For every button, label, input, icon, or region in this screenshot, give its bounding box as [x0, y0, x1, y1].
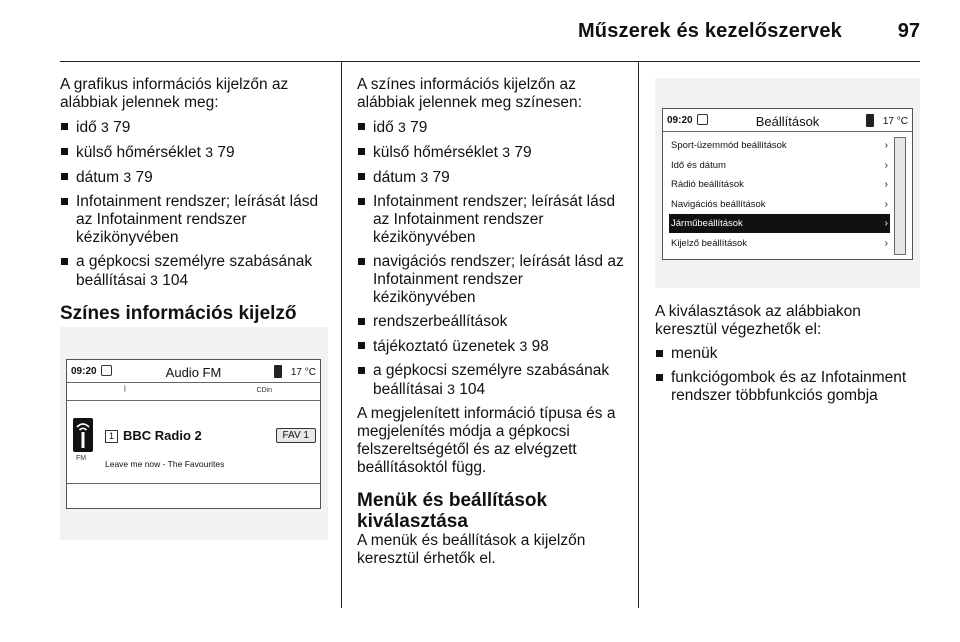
- list-item: [60, 143, 328, 162]
- list-item: [60, 253, 328, 290]
- col3-bullet-list: [655, 345, 923, 405]
- bullet-square-icon: [358, 258, 365, 265]
- display-title: Audio FM: [165, 365, 222, 380]
- list-item: [357, 193, 625, 247]
- audio-display-figure: [60, 327, 328, 540]
- menu-scrollbar[interactable]: [894, 137, 906, 255]
- cdin-label: CDin: [256, 387, 272, 394]
- display-status-bar: [663, 109, 912, 131]
- menu-item[interactable]: [669, 136, 890, 155]
- list-item-text: a gépkocsi személyre szabásának beállításai: [373, 362, 610, 398]
- bullet-square-icon: [61, 148, 68, 155]
- page-reference[interactable]: 104: [162, 272, 189, 289]
- page-reference[interactable]: 79: [410, 119, 428, 136]
- bullet-square-icon: [358, 198, 365, 205]
- column-3: [655, 303, 923, 405]
- list-item-text: Infotainment rendszer; leírását lásd az Infotainment rendszer kézikönyvében: [76, 193, 319, 246]
- list-item-text: rendszerbeállítások: [373, 313, 508, 330]
- col3-intro: A kiválasztások az alábbiakon keresztül végezhetők el:: [655, 303, 861, 338]
- list-item-text: tájékoztató üzenetek: [373, 338, 516, 355]
- chevron-right-icon: ›: [884, 179, 888, 190]
- bluetooth-icon: ᛒ: [123, 386, 128, 393]
- song-info: Leave me now - The Favourites: [105, 459, 225, 469]
- column-divider-2: [638, 62, 639, 608]
- col1-intro: A grafikus információs kijelzőn az alábbiak jelennek meg:: [60, 76, 289, 111]
- display-status-bar: [67, 360, 320, 382]
- menu-item-label: Sport-üzemmód beállítások: [671, 140, 787, 151]
- audio-display-screen: [66, 359, 321, 509]
- header-title: Műszerek és kezelőszervek: [577, 20, 842, 42]
- col2-paragraph-2: A menük és beállítások a kijelzőn keresztül érhetők el.: [357, 532, 586, 567]
- bullet-square-icon: [358, 148, 365, 155]
- display-rule: [663, 131, 912, 132]
- bullet-square-icon: [656, 374, 663, 381]
- list-item-text: funkciógombok és az Infotainment rendszer többfunkciós gombja: [671, 369, 907, 404]
- list-item-text: menük: [671, 345, 718, 362]
- bullet-square-icon: [61, 123, 68, 130]
- page-reference[interactable]: 98: [531, 338, 549, 355]
- menu-item-label: Idő és dátum: [671, 159, 726, 171]
- reference-arrow-icon: 3: [502, 144, 511, 160]
- bullet-square-icon: [358, 318, 365, 325]
- col2-paragraph: A megjelenített információ típusa és a megjelenítés módja a gépkocsi felszereltségétől és az elvégzett beállításoktól függ.: [357, 405, 616, 476]
- list-item-text: dátum: [373, 169, 417, 186]
- column-2: [357, 76, 625, 568]
- display-title: Beállítások: [755, 114, 820, 129]
- reference-arrow-icon: 3: [420, 169, 429, 185]
- page-number: 97: [897, 20, 920, 42]
- list-item-text: idő: [76, 119, 97, 136]
- list-item: [357, 313, 625, 331]
- display-temp: 17 °C: [882, 116, 908, 127]
- page-reference[interactable]: 79: [514, 144, 532, 161]
- station-name: BBC Radio 2: [123, 428, 202, 443]
- header-rule: [60, 61, 920, 62]
- col1-bullet-list: [60, 118, 328, 290]
- list-item-text: navigációs rendszer; leírását lásd az Infotainment rendszer kézikönyvében: [373, 253, 624, 306]
- display-time: 09:20: [667, 115, 693, 126]
- band-label: FM: [76, 455, 87, 462]
- menu-item[interactable]: [669, 195, 890, 214]
- chevron-right-icon: ›: [884, 237, 888, 249]
- settings-display-screen: [662, 108, 913, 260]
- menu-item-label: Kijelző beállítások: [671, 237, 748, 249]
- reference-arrow-icon: 3: [123, 169, 132, 185]
- list-item-text: idő: [373, 119, 394, 136]
- column-divider-1: [341, 62, 342, 608]
- menu-item[interactable]: [669, 214, 890, 233]
- bullet-square-icon: [61, 173, 68, 180]
- bullet-square-icon: [656, 350, 663, 357]
- display-rule: [67, 483, 320, 484]
- menu-item-label: Rádió beállítások: [671, 179, 744, 190]
- col2-heading: Menük és beállítások kiválasztása: [357, 490, 548, 532]
- list-item: [655, 369, 923, 405]
- reference-arrow-icon: 3: [150, 272, 158, 288]
- list-item: [357, 118, 625, 137]
- page-reference[interactable]: 104: [459, 381, 486, 398]
- preset-number: 1: [105, 430, 118, 443]
- bullet-square-icon: [61, 198, 68, 205]
- list-item: [60, 118, 328, 137]
- reference-arrow-icon: 3: [398, 119, 406, 135]
- thermometer-icon: [866, 114, 874, 127]
- chevron-right-icon: ›: [884, 140, 888, 151]
- bullet-square-icon: [358, 342, 365, 349]
- display-temp: 17 °C: [290, 367, 316, 378]
- display-time: 09:20: [71, 366, 97, 377]
- display-rule: [67, 400, 320, 401]
- list-item: [60, 168, 328, 187]
- menu-item[interactable]: [669, 234, 890, 253]
- reference-arrow-icon: 3: [519, 338, 528, 354]
- page-reference[interactable]: 79: [432, 169, 450, 186]
- reference-arrow-icon: 3: [447, 381, 455, 397]
- page-reference[interactable]: 79: [135, 169, 153, 186]
- list-item: [60, 193, 328, 247]
- list-item: [357, 168, 625, 187]
- menu-item[interactable]: [669, 175, 890, 194]
- radio-signal-icon: [73, 418, 93, 452]
- menu-item[interactable]: [669, 156, 890, 175]
- list-item: [357, 253, 625, 307]
- bullet-square-icon: [358, 173, 365, 180]
- page-reference[interactable]: 79: [113, 119, 131, 136]
- list-item-text: külső hőmérséklet: [76, 144, 201, 161]
- bullet-square-icon: [61, 258, 68, 265]
- fav-button[interactable]: FAV 1: [276, 428, 317, 443]
- reference-arrow-icon: 3: [205, 144, 214, 160]
- col1-heading: Színes információs kijelző: [60, 303, 297, 324]
- list-item: [357, 143, 625, 162]
- chevron-right-icon: ›: [884, 198, 888, 210]
- col2-bullet-list: [357, 118, 625, 399]
- column-1: [60, 76, 328, 324]
- list-item-text: dátum: [76, 169, 120, 186]
- bullet-square-icon: [358, 123, 365, 130]
- chevron-right-icon: ›: [884, 159, 888, 171]
- list-item-text: a gépkocsi személyre szabásának beállításai: [76, 253, 313, 289]
- list-item: [655, 345, 923, 363]
- list-item: [357, 337, 625, 356]
- chevron-right-icon: ›: [884, 218, 888, 229]
- page-reference[interactable]: 79: [217, 144, 235, 161]
- list-item-text: Infotainment rendszer; leírását lásd az Infotainment rendszer kézikönyvében: [373, 193, 616, 246]
- list-item-text: külső hőmérséklet: [373, 144, 498, 161]
- bullet-square-icon: [358, 367, 365, 374]
- settings-display-figure: [655, 78, 920, 288]
- col2-intro: A színes információs kijelzőn az alábbiak jelennek meg színesen:: [357, 76, 582, 111]
- display-rule: [67, 382, 320, 383]
- list-item: [357, 362, 625, 399]
- menu-item-label: Járműbeállítások: [671, 218, 743, 229]
- menu-item-label: Navigációs beállítások: [671, 198, 766, 210]
- thermometer-icon: [274, 365, 282, 378]
- reference-arrow-icon: 3: [101, 119, 109, 135]
